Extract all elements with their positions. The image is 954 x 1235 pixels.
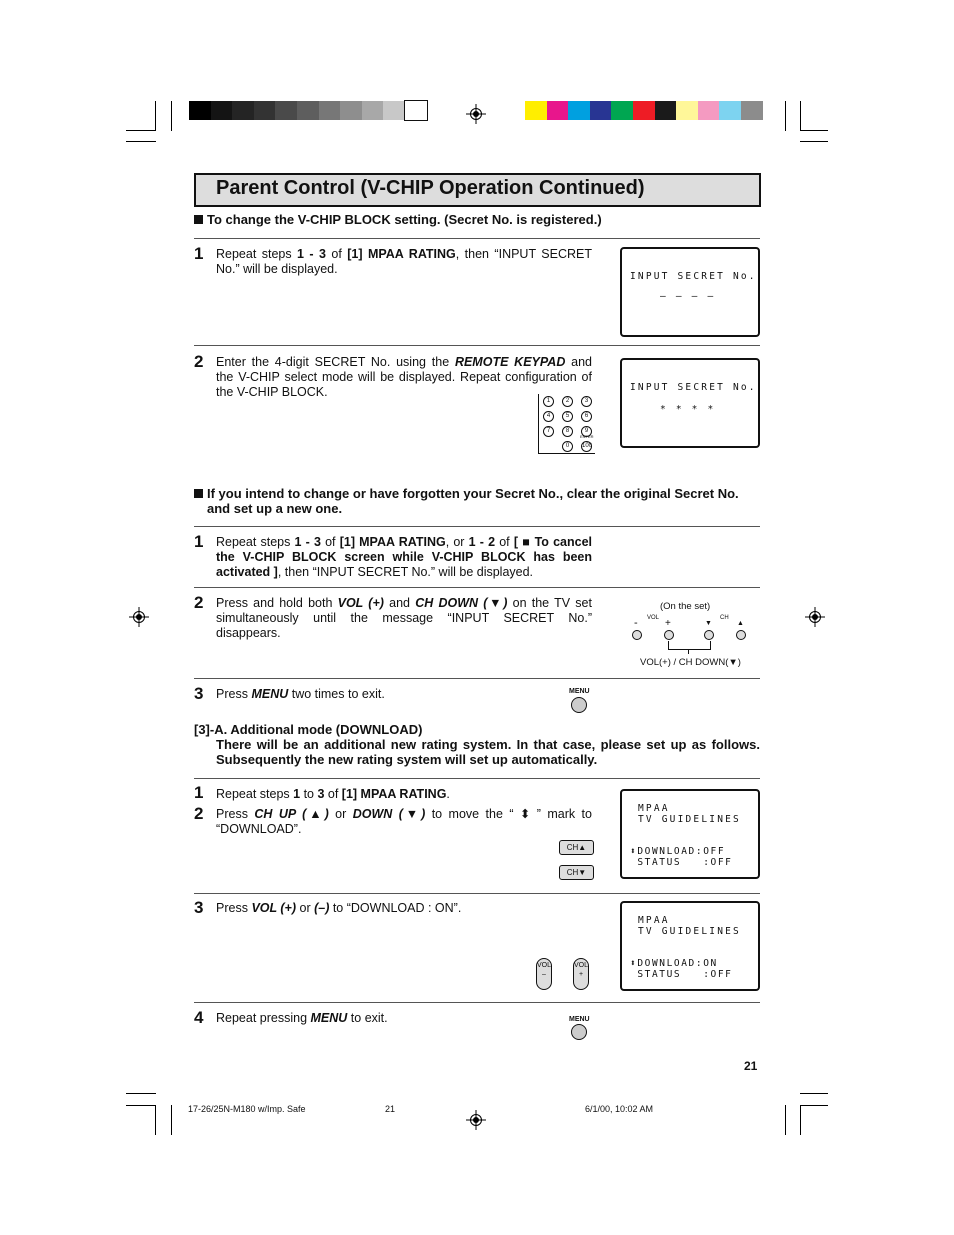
color-swatch bbox=[568, 101, 590, 120]
section-intro: There will be an additional new rating system. In that case, please set up as follows. Subsequently the new rating system will set up automatically. bbox=[216, 737, 760, 767]
keypad-key[interactable]: 4 bbox=[543, 411, 554, 422]
tv-screen bbox=[620, 789, 760, 879]
crop-mark bbox=[155, 101, 156, 131]
crop-mark bbox=[785, 1105, 786, 1135]
bracket-line bbox=[688, 649, 689, 654]
screen-line: MPAA bbox=[638, 803, 670, 814]
color-swatch bbox=[547, 101, 569, 120]
crop-mark bbox=[785, 101, 786, 131]
crop-mark bbox=[171, 101, 172, 131]
crop-mark bbox=[171, 1105, 172, 1135]
screen-line: INPUT SECRET No. bbox=[630, 382, 757, 393]
on-set-label: (On the set) bbox=[660, 601, 711, 612]
color-swatch bbox=[611, 101, 633, 120]
gray-swatch bbox=[275, 101, 297, 120]
section-heading: If you intend to change or have forgotten your Secret No., clear the original Secret No. and set up a new one. bbox=[194, 486, 762, 516]
tv-screen bbox=[620, 901, 760, 991]
registration-mark-icon bbox=[466, 1110, 486, 1130]
screen-line: ⬍DOWNLOAD:ON bbox=[630, 958, 718, 969]
color-swatch bbox=[676, 101, 698, 120]
crop-mark bbox=[800, 1105, 828, 1106]
step-number: 2 bbox=[194, 352, 204, 371]
screen-line: STATUS :OFF bbox=[630, 857, 733, 868]
divider bbox=[194, 778, 760, 779]
divider bbox=[194, 678, 760, 679]
crop-mark bbox=[126, 1105, 156, 1106]
keypad-enter-label: ENTER bbox=[580, 434, 594, 439]
keypad-key[interactable]: 9 bbox=[581, 426, 592, 437]
keypad-key[interactable]: 2 bbox=[562, 396, 573, 407]
step-text: Press CH UP (▲) or DOWN (▼) to move the “ ⬍ ” mark to “DOWNLOAD”. bbox=[216, 807, 592, 836]
divider bbox=[194, 238, 760, 239]
ch-up-button[interactable]: CH▲ bbox=[559, 840, 594, 855]
color-swatch bbox=[525, 101, 547, 120]
crop-mark bbox=[155, 1105, 156, 1135]
color-swatch bbox=[698, 101, 720, 120]
color-swatch bbox=[633, 101, 655, 120]
ch-down-button[interactable] bbox=[704, 630, 714, 640]
section-heading: [3]-A. Additional mode (DOWNLOAD) bbox=[194, 722, 423, 737]
tv-screen bbox=[620, 358, 760, 448]
step-number: 4 bbox=[194, 1008, 204, 1027]
menu-button[interactable] bbox=[571, 697, 587, 713]
crop-mark bbox=[126, 141, 156, 142]
remote-keypad bbox=[538, 394, 595, 454]
gray-swatch bbox=[189, 101, 211, 120]
page-title-box bbox=[194, 173, 761, 207]
step-text: Enter the 4-digit SECRET No. using the REMOTE KEYPAD and the V-CHIP select mode will be displayed. Repeat configuration of the V-CHIP BLOCK. bbox=[216, 355, 592, 399]
up-label: ▲ bbox=[737, 620, 744, 627]
crop-mark bbox=[800, 1105, 801, 1135]
color-swatch bbox=[719, 101, 741, 120]
keypad-key[interactable]: 8 bbox=[562, 426, 573, 437]
bracket-line bbox=[668, 641, 711, 650]
vol-label: VOL bbox=[647, 615, 660, 621]
ch-up-button[interactable] bbox=[736, 630, 746, 640]
bullet-square-icon bbox=[194, 215, 203, 224]
keypad-key[interactable]: 3 bbox=[581, 396, 592, 407]
step-number: 1 bbox=[194, 244, 204, 263]
vol-plus-button[interactable] bbox=[664, 630, 674, 640]
color-swatch bbox=[655, 101, 677, 120]
color-swatch bbox=[590, 101, 612, 120]
divider bbox=[194, 345, 760, 346]
step-number: 2 bbox=[194, 804, 204, 823]
crop-mark bbox=[800, 1093, 828, 1094]
screen-line: INPUT SECRET No. bbox=[630, 271, 757, 282]
footer-center: 21 bbox=[385, 1104, 396, 1114]
step-number: 1 bbox=[194, 532, 204, 551]
menu-button[interactable] bbox=[571, 1024, 587, 1040]
step-number: 1 bbox=[194, 783, 204, 802]
vol-minus-button[interactable] bbox=[632, 630, 642, 640]
bullet-square-icon bbox=[194, 489, 203, 498]
gray-swatch bbox=[297, 101, 319, 120]
step-number: 3 bbox=[194, 684, 204, 703]
divider bbox=[194, 1002, 760, 1003]
vol-plus-button[interactable]: VOL + bbox=[573, 958, 589, 990]
screen-line: STATUS :OFF bbox=[630, 969, 733, 980]
registration-mark-icon bbox=[129, 607, 149, 627]
footer-right: 6/1/00, 10:02 AM bbox=[585, 1104, 654, 1114]
crop-mark bbox=[800, 141, 828, 142]
divider bbox=[194, 587, 760, 588]
keypad-key[interactable]: 100 bbox=[581, 441, 592, 452]
combo-label: VOL(+) / CH DOWN(▼) bbox=[640, 657, 741, 668]
page-title: Parent Control (V-CHIP Operation Continued) bbox=[216, 177, 645, 199]
step-text: Repeat steps 1 to 3 of [1] MPAA RATING. bbox=[216, 787, 450, 801]
tv-screen bbox=[620, 247, 760, 337]
gray-swatch bbox=[254, 101, 276, 120]
menu-label: MENU bbox=[569, 1016, 590, 1023]
gray-swatch bbox=[340, 101, 362, 120]
keypad-key[interactable]: 6 bbox=[581, 411, 592, 422]
screen-line: – – – – bbox=[660, 291, 716, 302]
down-label: ▼ bbox=[705, 620, 712, 627]
ch-label: CH bbox=[720, 615, 729, 621]
screen-line: * * * * bbox=[660, 404, 716, 415]
registration-mark-icon bbox=[466, 104, 486, 124]
keypad-key[interactable]: 0 bbox=[562, 441, 573, 452]
keypad-key[interactable]: 1 bbox=[543, 396, 554, 407]
crop-mark bbox=[800, 130, 828, 131]
vol-minus-button[interactable]: VOL – bbox=[536, 958, 552, 990]
footer-left: 17-26/25N-M180 w/Imp. Safe bbox=[188, 1104, 306, 1114]
divider bbox=[194, 526, 760, 527]
color-swatch bbox=[741, 101, 763, 120]
section-heading: To change the V-CHIP BLOCK setting. (Secret No. is registered.) bbox=[194, 212, 764, 227]
step-text: Repeat steps 1 - 3 of [1] MPAA RATING, then “INPUT SECRET No.” will be displayed. bbox=[216, 247, 592, 276]
step-text: Press and hold both VOL (+) and CH DOWN (▼) on the TV set simultaneously until the message “INPUT SECRET No.” disappears. bbox=[216, 596, 592, 640]
menu-label: MENU bbox=[569, 688, 590, 695]
crop-mark bbox=[800, 101, 801, 131]
keypad-key[interactable]: 7 bbox=[543, 426, 554, 437]
gray-swatch bbox=[405, 101, 427, 120]
gray-swatch bbox=[362, 101, 384, 120]
minus-label: - bbox=[634, 617, 638, 629]
gray-swatch bbox=[319, 101, 341, 120]
screen-line: ⬍DOWNLOAD:OFF bbox=[630, 846, 726, 857]
screen-line: TV GUIDELINES bbox=[638, 814, 741, 825]
crop-mark bbox=[126, 1093, 156, 1094]
ch-down-button[interactable]: CH▼ bbox=[559, 865, 594, 880]
gray-swatch bbox=[232, 101, 254, 120]
step-number: 2 bbox=[194, 593, 204, 612]
step-text: Repeat pressing MENU to exit. bbox=[216, 1011, 388, 1025]
screen-line: TV GUIDELINES bbox=[638, 926, 741, 937]
step-text: Press MENU two times to exit. bbox=[216, 687, 385, 701]
step-text: Repeat steps 1 - 3 of [1] MPAA RATING, or 1 - 2 of [ ■ To cancel the V-CHIP BLOCK screen while V-CHIP BLOCK has been activated ], then “INPUT SECRET No.” will be displayed. bbox=[216, 535, 592, 579]
screen-line: MPAA bbox=[638, 915, 670, 926]
step-number: 3 bbox=[194, 898, 204, 917]
plus-label: + bbox=[665, 618, 671, 629]
crop-mark bbox=[126, 130, 156, 131]
registration-mark-icon bbox=[805, 607, 825, 627]
gray-swatch bbox=[383, 101, 405, 120]
divider bbox=[194, 893, 760, 894]
step-text: Press VOL (+) or (–) to “DOWNLOAD : ON”. bbox=[216, 901, 462, 915]
page-number: 21 bbox=[744, 1059, 758, 1073]
keypad-key[interactable]: 5 bbox=[562, 411, 573, 422]
gray-swatch bbox=[211, 101, 233, 120]
